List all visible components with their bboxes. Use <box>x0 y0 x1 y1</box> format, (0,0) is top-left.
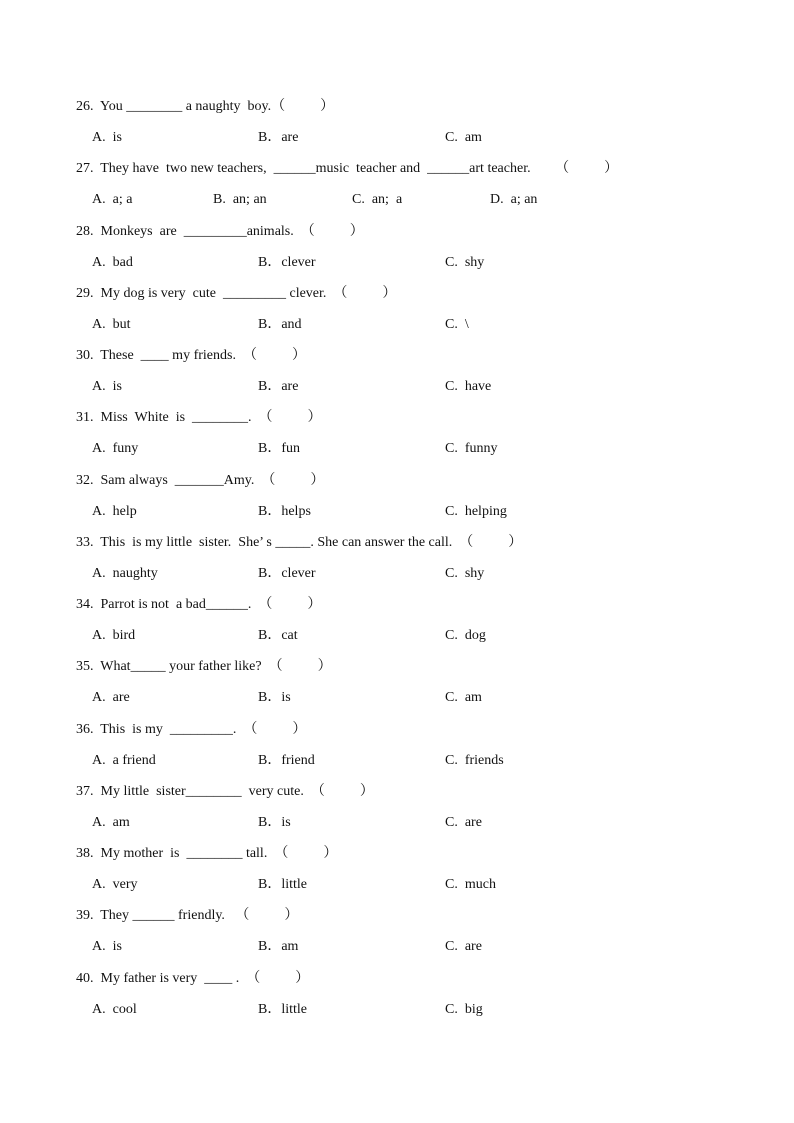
question-options <box>92 565 692 583</box>
question-options <box>92 814 692 832</box>
question-options <box>92 440 692 458</box>
option-b: B．clever <box>258 255 316 270</box>
option-a: A. cool <box>92 1002 137 1017</box>
question-options <box>92 689 692 707</box>
option-d: D. a; an <box>490 192 538 207</box>
question-options <box>92 627 692 645</box>
option-a: A. a; a <box>92 192 133 207</box>
question-options <box>92 191 692 209</box>
option-a: A. is <box>92 130 122 145</box>
option-a: A. is <box>92 939 122 954</box>
question-stem: 34. Parrot is not a bad______. （ ） <box>76 597 322 612</box>
option-c: C. big <box>445 1002 483 1017</box>
option-c: C. shy <box>445 255 485 270</box>
option-b: B．friend <box>258 753 315 768</box>
option-b: B．helps <box>258 504 311 519</box>
option-a: A. help <box>92 504 137 519</box>
question-stem: 36. This is my _________. （ ） <box>76 722 307 737</box>
option-a: A. bird <box>92 628 136 643</box>
option-b: B．cat <box>258 628 298 643</box>
question-stem: 27. They have two new teachers, ______music teacher and ______art teacher. （ ） <box>76 161 619 176</box>
option-c: C. an; a <box>352 192 403 207</box>
option-c: C. am <box>445 690 482 705</box>
option-a: A. am <box>92 815 130 830</box>
question-stem: 32. Sam always _______Amy. （ ） <box>76 473 325 488</box>
question-options <box>92 129 692 147</box>
question-options <box>92 938 692 956</box>
option-b: B．are <box>258 379 299 394</box>
option-b: B．and <box>258 317 302 332</box>
option-b: B．clever <box>258 566 316 581</box>
question-stem: 29. My dog is very cute _________ clever. （ ） <box>76 286 397 301</box>
question-stem: 28. Monkeys are _________animals. （ ） <box>76 224 364 239</box>
option-a: A. naughty <box>92 566 158 581</box>
option-c: C. shy <box>445 566 485 581</box>
option-c: C. have <box>445 379 492 394</box>
option-a: A. but <box>92 317 131 332</box>
option-b: B．little <box>258 877 307 892</box>
question-options <box>92 316 692 334</box>
option-b: B．little <box>258 1002 307 1017</box>
option-b: B．am <box>258 939 299 954</box>
option-b: B．fun <box>258 441 300 456</box>
option-a: A. very <box>92 877 138 892</box>
option-b: B．is <box>258 690 291 705</box>
option-a: A. funy <box>92 441 139 456</box>
question-options <box>92 752 692 770</box>
option-c: C. are <box>445 939 482 954</box>
question-stem: 40. My father is very ____ . （ ） <box>76 971 310 986</box>
option-a: A. a friend <box>92 753 156 768</box>
option-a: A. bad <box>92 255 133 270</box>
option-a: A. are <box>92 690 130 705</box>
option-c: C. are <box>445 815 482 830</box>
question-stem: 33. This is my little sister. She’ s _____. She can answer the call. （ ） <box>76 535 523 550</box>
option-c: C. funny <box>445 441 498 456</box>
option-c: C. friends <box>445 753 504 768</box>
question-stem: 38. My mother is ________ tall. （ ） <box>76 846 338 861</box>
question-options <box>92 503 692 521</box>
option-c: C. am <box>445 130 482 145</box>
question-stem: 30. These ____ my friends. （ ） <box>76 348 306 363</box>
option-b: B．is <box>258 815 291 830</box>
question-options <box>92 876 692 894</box>
option-c: C. much <box>445 877 496 892</box>
question-stem: 31. Miss White is ________. （ ） <box>76 410 322 425</box>
option-b: B. an; an <box>213 192 267 207</box>
question-stem: 35. What_____ your father like? （ ） <box>76 659 332 674</box>
question-options <box>92 254 692 272</box>
question-stem: 39. They ______ friendly. （ ） <box>76 908 299 923</box>
question-stem: 26. You ________ a naughty boy.（ ） <box>76 99 335 114</box>
option-c: C. \ <box>445 317 469 332</box>
option-b: B．are <box>258 130 299 145</box>
option-c: C. dog <box>445 628 486 643</box>
question-stem: 37. My little sister________ very cute. （ ） <box>76 784 374 799</box>
option-a: A. is <box>92 379 122 394</box>
question-options <box>92 378 692 396</box>
question-options <box>92 1001 692 1019</box>
option-c: C. helping <box>445 504 507 519</box>
